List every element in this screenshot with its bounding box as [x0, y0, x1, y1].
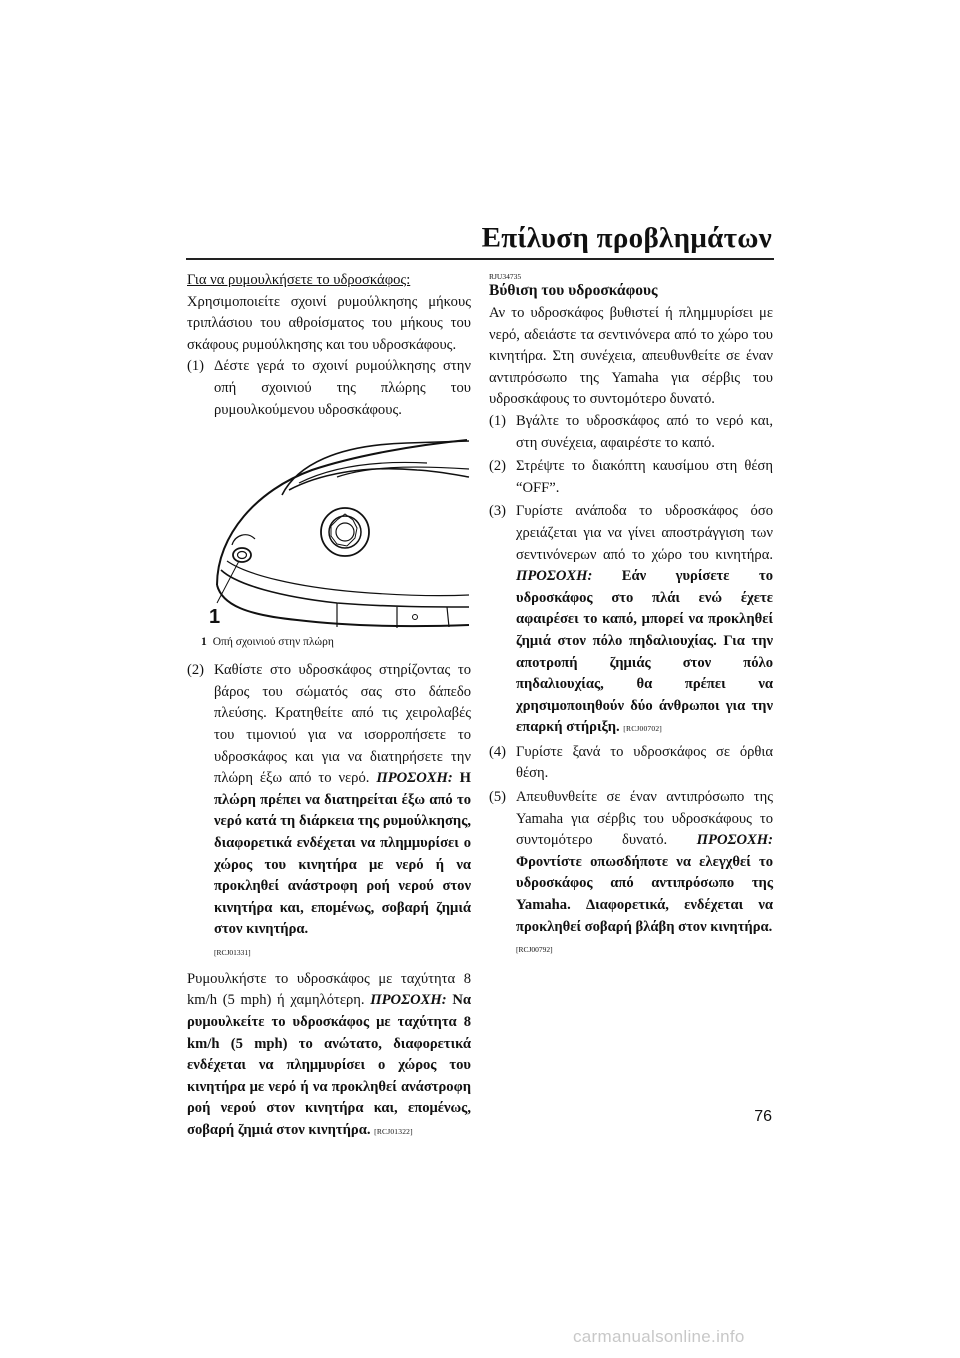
- sinking-step-5: [489, 787, 773, 964]
- step-number: (2): [489, 458, 507, 475]
- step-number: (5): [489, 789, 507, 806]
- step-number: (3): [489, 503, 507, 520]
- section-title: Βύθιση του υδροσκάφους: [489, 282, 658, 299]
- step-text: Δέστε γερά το σχοινί ρυμούλκησης στην οπή σχοινιού της πλώρης του ρυμουλκούμενου υδροσκάφους.: [214, 358, 471, 418]
- bow-rope-hole-figure: [187, 435, 471, 630]
- step-number: (1): [489, 412, 507, 429]
- towing-heading: Για να ρυμουλκήσετε το υδροσκάφος:: [187, 272, 411, 288]
- page-number: 76: [754, 1108, 772, 1125]
- reference-code: [RCJ01322]: [374, 1127, 413, 1137]
- step-number: (2): [187, 662, 205, 679]
- step-number: (1): [187, 358, 205, 375]
- step-number: (4): [489, 743, 507, 760]
- page-header-title: Επίλυση προβλημάτων: [481, 222, 772, 254]
- step-2-body: Καθίστε στο υδροσκάφος στηρίζοντας το βάρος του σώματός σας στο δάπεδο πλεύσης. Κρατηθείτε από τις χειρολαβές του τιμονιού για να ισορροπήσετε το υδροσκάφος και για να διατηρήσετε την πλώρη έξω από το νερό.: [214, 662, 471, 787]
- reference-code: [RCJ01331]: [214, 947, 251, 957]
- sinking-step-4: [489, 742, 773, 785]
- warning-text: Εάν γυρίσετε το υδροσκάφος στο πλάι ενώ έχετε αφαιρέσει το καπό, μπορεί να προκληθεί ζημιά στον πόλο πηδαλιουχίας. Για την αποτροπή ζημιάς στον πόλο πηδαλιουχίας, θα πρέπει να χρησιμοποιηθούν δύο άνθρωποι για την επαρκή στήριξη.: [516, 568, 774, 736]
- warning-label: ΠΡΟΣΟΧΗ:: [376, 770, 453, 787]
- towing-intro: Χρησιμοποιείτε σχοινί ρυμούλκησης μήκους τριπλάσιου του αθροίσματος του μήκους του σκάφους ρυμούλκησης και του υδροσκάφους.: [187, 293, 471, 353]
- step-text: [516, 787, 773, 964]
- step-text: Γυρίστε ξανά το υδροσκάφος σε όρθια θέση.: [516, 743, 773, 782]
- left-column: [187, 270, 471, 1143]
- warning-text: Η πλώρη πρέπει να διατηρείται έξω από το νερό κατά τη διάρκεια της ρυμούλκησης, διαφορετικά ενδέχεται να πλημμυρίσει ο χώρος του κινητήρα με νερό ή να προκληθεί ανάστροφη ροή νερού στον κινητήρα και, επομένως, σοβαρή ζημιά στον κινητήρα.: [214, 770, 471, 938]
- step-3-body: Γυρίστε ανάποδα το υδροσκάφος όσο χρειάζεται για να γίνει αποστράγγιση των σεντινόνερων από το χώρο του κινητήρα.: [516, 503, 773, 563]
- warning-text: Να ρυμουλκείτε το υδροσκάφος με ταχύτητα 8 km/h (5 mph) το ανώτατο, διαφορετικά ενδέχεται να πλημμυρίσει ο χώρος του κινητήρα με νερό ή να προκληθεί ανάστροφη ροή νερού στον κινητήρα και, επομένως, σοβαρή ζημιά στον κινητήρα.: [187, 992, 471, 1139]
- step-text: Βγάλτε το υδροσκάφος από το νερό και, στη συνέχεια, αφαιρέστε το καπό.: [516, 412, 773, 451]
- warning-label: ΠΡΟΣΟΧΗ:: [516, 568, 593, 585]
- sinking-step-2: [489, 456, 773, 499]
- step-text: [214, 660, 471, 967]
- watermark: carmanualsonline.info: [573, 1327, 745, 1346]
- warning-label: ΠΡΟΣΟΧΗ:: [370, 992, 447, 1009]
- towing-speed-paragraph: [187, 969, 471, 1143]
- section-code: RJU34735: [489, 272, 522, 281]
- right-column: [489, 270, 773, 966]
- header-rule: [186, 258, 774, 260]
- step-text: [516, 501, 773, 740]
- figure-callout-1: 1: [209, 606, 221, 629]
- speed-text: Ρυμουλκήστε το υδροσκάφος με ταχύτητα 8 km/h (5 mph) ή χαμηλότερη.: [187, 970, 471, 1009]
- sinking-step-3: [489, 501, 773, 740]
- watercraft-bow-illustration: [187, 435, 471, 630]
- sinking-step-1: [489, 411, 773, 454]
- step-text: Στρέψτε το διακόπτη καυσίμου στη θέση “OFF”.: [516, 458, 773, 496]
- caption-text: Οπή σχοινιού στην πλώρη: [212, 636, 334, 649]
- towing-step-1: [187, 356, 471, 421]
- warning-label: ΠΡΟΣΟΧΗ:: [696, 832, 773, 849]
- reference-code: [RCJ00792]: [516, 945, 553, 955]
- caption-number: 1: [201, 636, 207, 649]
- step-5-body: Απευθυνθείτε σε έναν αντιπρόσωπο της Yamaha για σέρβις του υδροσκάφους το συντομότερο δυνατό.: [516, 789, 773, 849]
- sinking-intro: Αν το υδροσκάφος βυθιστεί ή πλημμυρίσει με νερό, αδειάστε τα σεντινόνερα από το χώρο του κινητήρα. Στη συνέχεια, απευθυνθείτε σε έναν αντιπρόσωπο της Yamaha για σέρβις του υδροσκάφους το συντομότερο δυνατό.: [489, 305, 773, 408]
- towing-step-2: [187, 660, 471, 967]
- figure-caption: [201, 634, 471, 650]
- reference-code: [RCJ00702]: [623, 724, 662, 734]
- warning-text: Φροντίστε οπωσδήποτε να ελεγχθεί το υδροσκάφος από αντιπρόσωπο της Yamaha. Διαφορετικά, ενδέχεται να προκληθεί σοβαρή βλάβη στον κινητήρα.: [516, 853, 773, 935]
